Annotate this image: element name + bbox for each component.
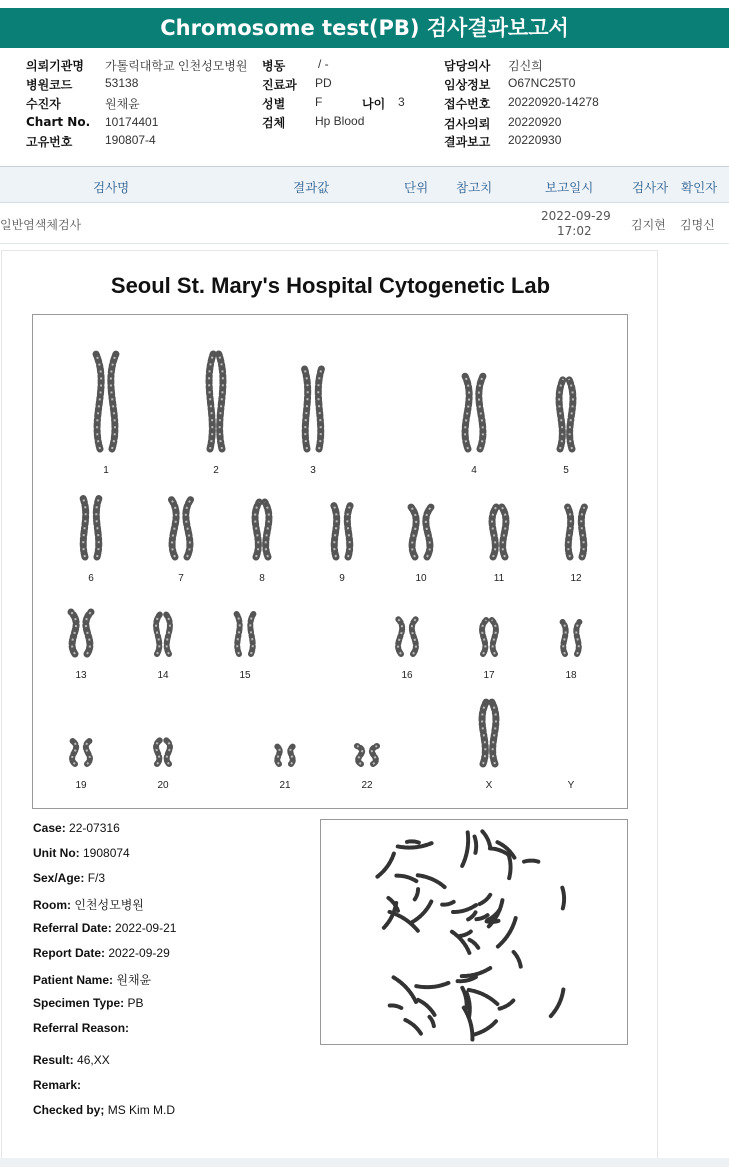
metaphase-chromosome — [551, 989, 564, 1016]
requesting-institution-label: 의뢰기관명 — [26, 59, 84, 73]
age-value: 3 — [398, 95, 405, 109]
metaphase-chromosome — [482, 831, 490, 848]
metaphase-chromosome — [396, 876, 417, 882]
metaphase-chromosome — [460, 932, 471, 936]
col-header-confirmer: 확인자 — [681, 180, 718, 195]
chromosome-label-21: 21 — [279, 780, 291, 791]
col-header-unit: 단위 — [404, 180, 429, 195]
chromosome-label-X: X — [485, 780, 493, 791]
row-report-time: 17:02 — [557, 224, 592, 238]
hospital-code-value: 53138 — [105, 76, 139, 90]
metaphase-chromosome — [514, 952, 521, 967]
chromosome-17 — [482, 620, 496, 654]
metaphase-chromosome — [394, 977, 416, 1002]
row-report-date: 2022-09-29 — [541, 209, 611, 223]
metaphase-chromosome — [461, 968, 490, 976]
chromosome-label-6: 6 — [88, 573, 94, 584]
metaphase-chromosome — [473, 1021, 496, 1035]
patient-value: 원채윤 — [105, 97, 140, 111]
receipt-no-value: 20220920-14278 — [508, 95, 599, 109]
row-confirmer: 김명신 — [680, 218, 715, 232]
metaphase-spread-image — [320, 819, 628, 1045]
metaphase-chromosome — [453, 905, 476, 912]
chromosome-8 — [255, 502, 269, 557]
chromosome-label-22: 22 — [361, 780, 373, 791]
department-label: 진료과 — [262, 78, 297, 92]
chromosome-label-11: 11 — [493, 573, 505, 584]
unique-no-value: 190807-4 — [105, 133, 156, 147]
row-test-name: 일반염색체검사 — [0, 218, 82, 232]
metaphase-chromosome — [430, 1017, 434, 1026]
case-field: Case: 22-07316 — [33, 821, 120, 835]
remark-field: Remark: — [33, 1078, 82, 1092]
chromosome-label-7: 7 — [178, 573, 184, 584]
metaphase-chromosome — [418, 875, 445, 887]
chromosome-label-2: 2 — [213, 465, 219, 476]
chromosome-18 — [563, 622, 580, 654]
chromosome-label-14: 14 — [157, 670, 169, 681]
sex-age-field: Sex/Age: F/3 — [33, 871, 106, 885]
receipt-no-label: 접수번호 — [444, 97, 491, 111]
clinical-info-label: 임상정보 — [444, 78, 491, 92]
chromosome-19 — [71, 740, 91, 764]
bottom-strip — [0, 1158, 729, 1167]
chromosome-label-4: 4 — [471, 465, 477, 476]
specimen-value: Hp Blood — [315, 114, 365, 128]
metaphase-chromosome — [500, 1001, 514, 1009]
ward-value: / - — [318, 57, 329, 71]
karyotype-image — [32, 314, 628, 809]
chart-no-label: Chart No. — [26, 115, 91, 129]
ward-label: 병동 — [262, 59, 286, 73]
age-label: 나이 — [362, 97, 386, 111]
metaphase-chromosome — [462, 832, 469, 867]
chromosome-label-17: 17 — [483, 670, 495, 681]
sex-value: F — [315, 95, 323, 109]
chromosome-label-13: 13 — [75, 670, 87, 681]
chromosome-15 — [237, 614, 254, 654]
report-date-label: 결과보고 — [444, 135, 491, 149]
metaphase-chromosome — [498, 918, 516, 946]
metaphase-chromosome — [442, 902, 454, 905]
metaphase-chromosome — [486, 921, 498, 922]
col-header-test-name: 검사명 — [93, 180, 130, 195]
chart-no-value: 10174401 — [105, 115, 159, 129]
metaphase-chromosome — [469, 940, 478, 949]
requesting-institution-value: 가톨릭대학교 인천성모병원 — [105, 59, 248, 73]
metaphase-chromosome — [377, 854, 394, 877]
chromosome-9 — [334, 505, 351, 557]
chromosome-label-12: 12 — [570, 573, 582, 584]
metaphase-chromosome — [475, 915, 487, 919]
report-title-bar: Chromosome test(PB) 검사결과보고서 — [0, 8, 729, 48]
table-row[interactable] — [0, 204, 729, 244]
karyogram — [33, 315, 629, 810]
col-header-reference: 참고치 — [456, 180, 493, 195]
hospital-code-label: 병원코드 — [26, 78, 73, 92]
unique-no-label: 고유번호 — [26, 135, 73, 149]
metaphase-chromosome — [407, 841, 419, 842]
chromosome-label-18: 18 — [565, 670, 577, 681]
chromosome-4 — [464, 374, 484, 449]
chromosome-2 — [209, 354, 223, 449]
chromosome-label-Y: Y — [567, 780, 575, 791]
chromosome-label-3: 3 — [310, 465, 316, 476]
room-field: Room: 인천성모병원 — [33, 898, 144, 912]
doctor-label: 담당의사 — [444, 59, 491, 73]
lab-title: Seoul St. Mary's Hospital Cytogenetic Lab — [110, 273, 551, 298]
chromosome-7 — [171, 499, 191, 557]
metaphase-chromosome — [480, 895, 491, 904]
chromosome-22 — [357, 746, 377, 764]
patient-label: 수진자 — [26, 97, 61, 111]
metaphase-chromosome — [405, 1020, 421, 1034]
chromosome-6 — [83, 497, 100, 557]
metaphase-chromosome — [469, 990, 498, 1004]
chromosome-X — [482, 702, 496, 764]
col-header-result: 결과값 — [293, 180, 330, 195]
metaphase-chromosome — [390, 1005, 402, 1008]
chromosome-16 — [397, 618, 417, 654]
metaphase-chromosome — [524, 861, 538, 862]
department-value: PD — [315, 76, 332, 90]
chromosome-20 — [156, 740, 170, 764]
chromosome-label-8: 8 — [259, 573, 265, 584]
metaphase-chromosome — [415, 889, 418, 899]
checked-by-field: Checked by; MS Kim M.D — [33, 1103, 176, 1117]
chromosome-21 — [277, 746, 294, 764]
col-header-report-datetime: 보고일시 — [545, 180, 594, 195]
chromosome-10 — [411, 507, 431, 557]
chromosome-label-16: 16 — [401, 670, 413, 681]
chromosome-label-9: 9 — [339, 573, 345, 584]
results-table-header — [0, 167, 729, 203]
chromosome-14 — [156, 614, 170, 654]
referral-reason-field: Referral Reason: — [33, 1021, 130, 1035]
chromosome-11 — [492, 507, 506, 557]
col-header-tester: 검사자 — [632, 180, 669, 195]
chromosome-3 — [305, 369, 322, 449]
chromosome-5 — [559, 379, 573, 449]
chromosome-label-1: 1 — [103, 465, 109, 476]
unit-no-field: Unit No: 1908074 — [33, 846, 130, 860]
specimen-type-field: Specimen Type: PB — [33, 996, 144, 1010]
metaphase-chromosome — [412, 902, 431, 922]
result-field: Result: 46,XX — [33, 1053, 110, 1067]
karyotype-report — [1, 250, 658, 1160]
metaphase-chromosome — [468, 912, 475, 919]
patient-name-field: Patient Name: 원채윤 — [33, 973, 152, 987]
request-date-value: 20220920 — [508, 115, 562, 129]
chromosome-label-5: 5 — [563, 465, 569, 476]
chromosome-12 — [568, 507, 585, 557]
chromosome-13 — [71, 612, 91, 654]
chromosome-label-10: 10 — [415, 573, 427, 584]
report-date-value: 20220930 — [508, 133, 562, 147]
chromosome-label-15: 15 — [239, 670, 251, 681]
sex-label: 성별 — [262, 97, 286, 111]
metaphase-chromosome — [475, 837, 477, 854]
clinical-info-value: O67NC25T0 — [508, 76, 576, 90]
row-tester: 김지현 — [631, 218, 666, 232]
metaphase-chromosome — [418, 1000, 434, 1015]
referral-date-field: Referral Date: 2022-09-21 — [33, 921, 177, 935]
metaphase-spread — [321, 820, 627, 1044]
specimen-label: 검체 — [262, 116, 286, 130]
chromosome-1 — [96, 354, 116, 449]
metaphase-chromosome — [416, 983, 448, 987]
chromosome-label-20: 20 — [157, 780, 169, 791]
metaphase-chromosome — [397, 843, 431, 847]
patient-info-block — [0, 55, 729, 155]
report-date-field: Report Date: 2022-09-29 — [33, 946, 170, 960]
doctor-value: 김신희 — [508, 59, 543, 73]
chromosome-label-19: 19 — [75, 780, 87, 791]
metaphase-chromosome — [562, 888, 564, 909]
request-date-label: 검사의뢰 — [444, 117, 491, 131]
